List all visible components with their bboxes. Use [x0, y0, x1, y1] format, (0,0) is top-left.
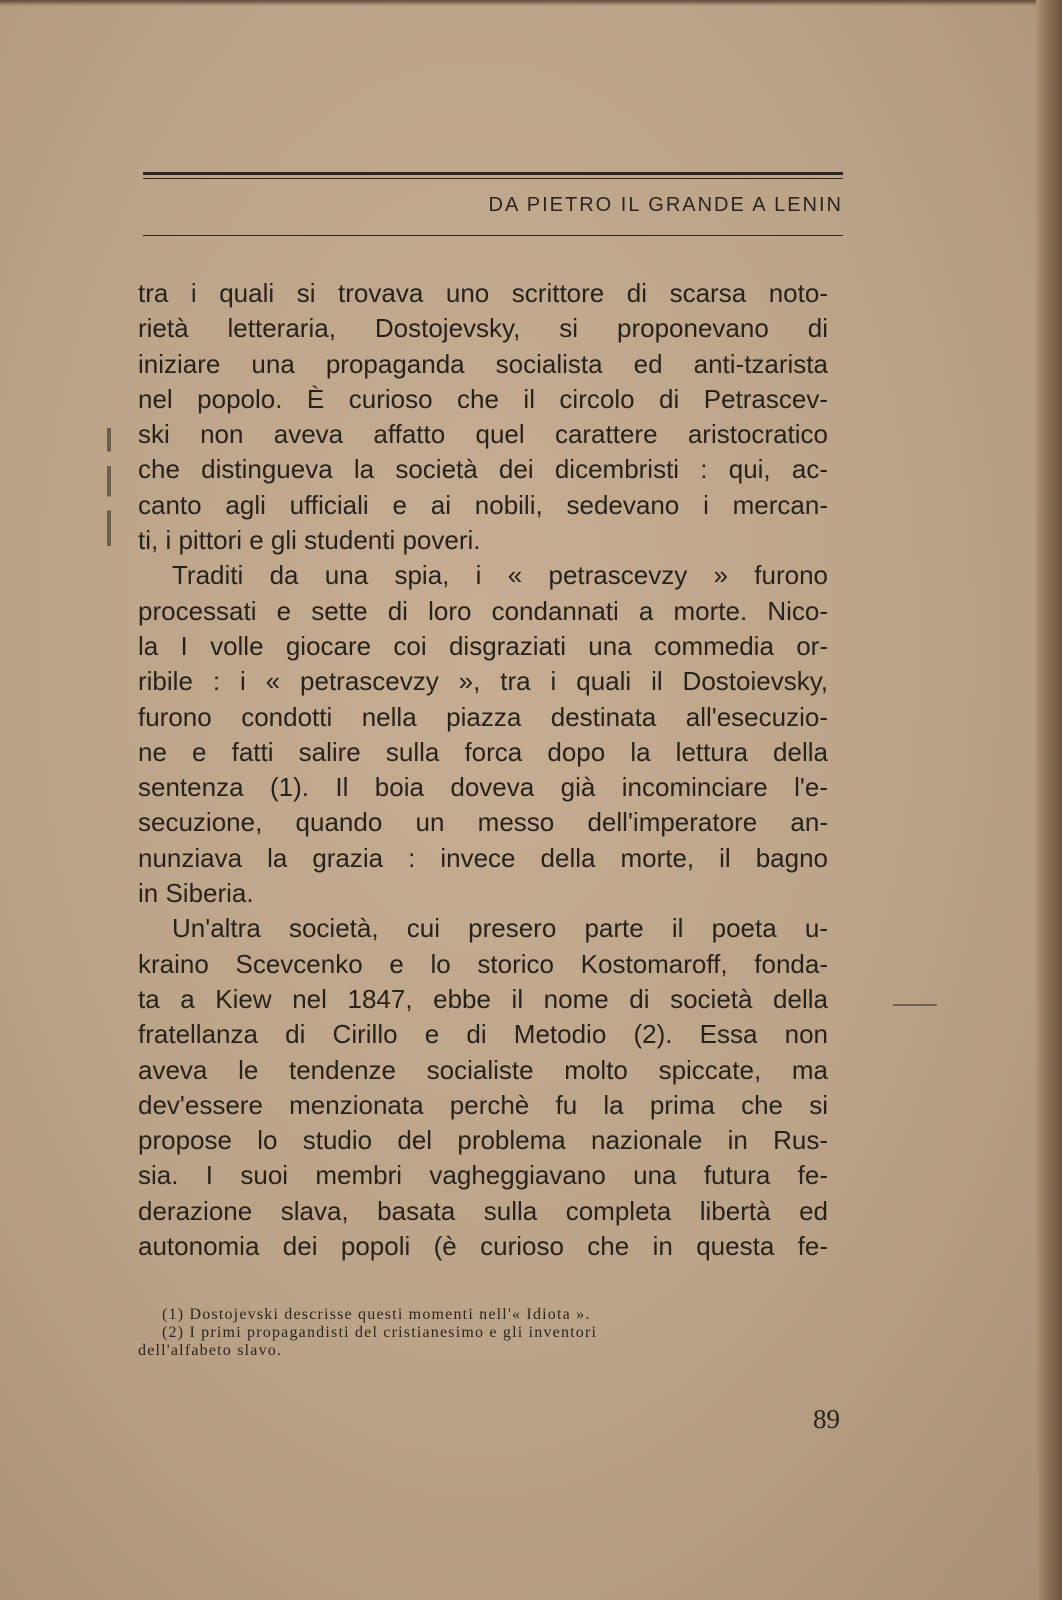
- header-rule-thick: [143, 172, 843, 175]
- text-line: nunziava la grazia : invece della morte, il bagno: [138, 842, 828, 873]
- text-line: propose lo studio del problema nazionale in Rus-: [138, 1125, 828, 1156]
- text-line: autonomia dei popoli (è curioso che in questa fe-: [138, 1231, 828, 1262]
- text-line: fratellanza di Cirillo e di Metodio (2). Essa non: [138, 1019, 828, 1050]
- text-line: ne e fatti salire sulla forca dopo la lettura della: [138, 736, 828, 767]
- text-line: in Siberia.: [138, 878, 254, 909]
- header-rule-thin: [143, 178, 843, 179]
- text-line: ti, i pittori e gli studenti poveri.: [138, 525, 481, 556]
- text-line: aveva le tendenze socialiste molto spiccate, ma: [138, 1054, 828, 1085]
- header-rule-under: [143, 235, 843, 236]
- running-head: DA PIETRO IL GRANDE A LENIN: [488, 194, 843, 216]
- text-line: dev'essere menzionata perchè fu la prima che si: [138, 1089, 828, 1120]
- text-line: ta a Kiew nel 1847, ebbe il nome di società della: [138, 983, 828, 1014]
- margin-pencil-mark: [107, 428, 111, 546]
- text-line: la I volle giocare coi disgraziati una commedia or-: [138, 630, 828, 661]
- text-line: ski non aveva affatto quel carattere aristocratico: [138, 419, 828, 450]
- text-line: rietà letteraria, Dostojevsky, si proponevano di: [138, 313, 828, 344]
- text-line: derazione slava, basata sulla completa libertà ed: [138, 1195, 828, 1226]
- text-line: processati e sette di loro condannati a morte. Nico-: [138, 595, 828, 626]
- text-line: kraino Scevcenko e lo storico Kostomaroff, fonda-: [138, 948, 828, 979]
- text-line: tra i quali si trovava uno scrittore di scarsa noto-: [138, 278, 828, 308]
- text-line: che distingueva la società dei dicembristi : qui, ac-: [138, 454, 828, 485]
- main-text: [138, 276, 828, 1264]
- footnote-1: (1) Dostojevski descrisse questi momenti nell'« Idiota ».: [162, 1306, 591, 1323]
- text-line: sia. I suoi membri vagheggiavano una futura fe-: [138, 1160, 828, 1191]
- text-line: canto agli ufficiali e ai nobili, sedevano i mercan-: [138, 489, 828, 520]
- text-line: iniziare una propaganda socialista ed anti-tzarista: [138, 348, 828, 379]
- text-line: furono condotti nella piazza destinata all'esecuzio-: [138, 701, 828, 732]
- footnote-2: (2) I primi propagandisti del cristianesimo e gli inventori: [162, 1324, 598, 1341]
- text-line: secuzione, quando un messo dell'imperatore an-: [138, 807, 828, 838]
- footnotes: [138, 1306, 828, 1360]
- page-top-shadow: [0, 0, 1062, 6]
- text-line: Un'altra società, cui presero parte il poeta u-: [172, 913, 828, 944]
- text-line: nel popolo. È curioso che il circolo di Petrascev-: [138, 383, 828, 414]
- footnote-2-continuation: dell'alfabeto slavo.: [138, 1342, 283, 1359]
- text-line: sentenza (1). Il boia doveva già incominciare l'e-: [138, 772, 828, 803]
- margin-pencil-stroke: [893, 1004, 937, 1006]
- text-line: Traditi da una spia, i « petrascevzy » furono: [172, 560, 828, 591]
- text-line: ribile : i « petrascevzy », tra i quali il Dostoievsky,: [138, 666, 828, 697]
- page-number: 89: [813, 1404, 840, 1434]
- page-binding-edge: [1036, 0, 1062, 1600]
